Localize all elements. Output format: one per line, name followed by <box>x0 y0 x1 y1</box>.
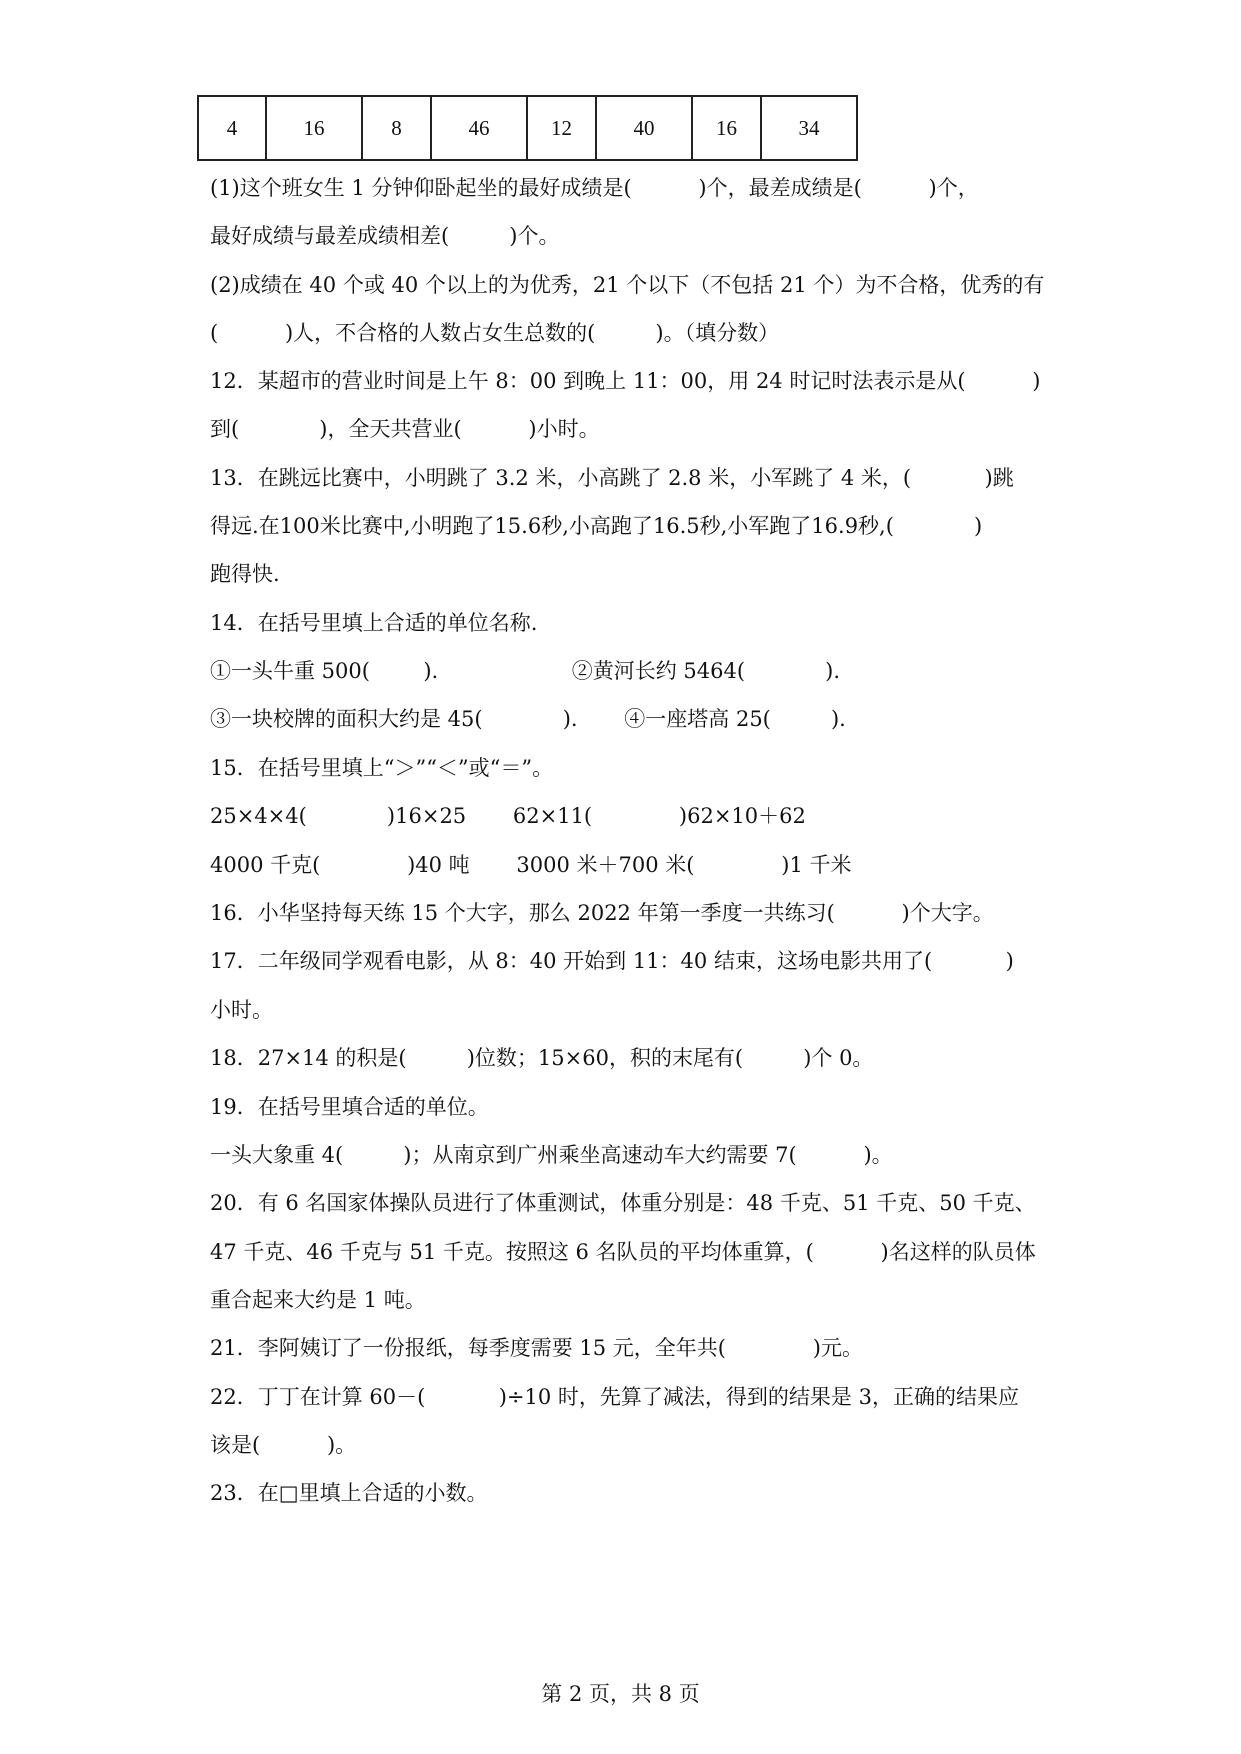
q17-line1: 17．二年级同学观看电影，从 8：40 开始到 11：40 结束，这场电影共用了( ) <box>210 949 1014 973</box>
q20-line2: 47 千克、46 千克与 51 千克。按照这 6 名队员的平均体重算，( )名这样的队员体 <box>210 1240 1036 1264</box>
q14-items-3-4: ③一块校牌的面积大约是 45( ). ④一座塔高 25( ). <box>210 707 846 731</box>
q13-line2: 得远.在100米比赛中,小明跑了15.6秒,小高跑了16.5秒,小军跑了16.9秒,( ) <box>210 514 983 538</box>
table-cell: 34 <box>761 96 857 160</box>
q11-part1-line1: (1)这个班女生 1 分钟仰卧起坐的最好成绩是( )个，最差成绩是( )个， <box>210 176 979 200</box>
scores-table <box>197 95 858 161</box>
table-cell: 12 <box>527 96 596 160</box>
q20-line3: 重合起来大约是 1 吨。 <box>210 1288 426 1312</box>
q22-line2: 该是( )。 <box>210 1433 357 1457</box>
q14-items-1-2: ①一头牛重 500( ). ②黄河长约 5464( ). <box>210 659 841 683</box>
q23-line: 23．在□里填上合适的小数。 <box>210 1481 488 1505</box>
q13-line3: 跑得快. <box>210 562 280 586</box>
q13-line1: 13．在跳远比赛中，小明跳了 3.2 米，小高跳了 2.8 米，小军跳了 4 米，( )跳 <box>210 466 1014 490</box>
table-cell: 46 <box>431 96 527 160</box>
q20-line1: 20．有 6 名国家体操队员进行了体重测试，体重分别是：48 千克、51 千克、50 千克、 <box>210 1191 1036 1215</box>
table-cell: 40 <box>596 96 692 160</box>
q15-row2: 4000 千克( )40 吨 3000 米＋700 米( )1 千米 <box>210 853 852 877</box>
page-footer: 第 2 页，共 8 页 <box>541 1682 700 1706</box>
table-cell: 16 <box>692 96 761 160</box>
q22-line1: 22．丁丁在计算 60－( )÷10 时，先算了减法，得到的结果是 3，正确的结果应 <box>210 1385 1019 1409</box>
q15-row1: 25×4×4( )16×25 62×11( )62×10＋62 <box>210 804 806 828</box>
q11-part1-line2: 最好成绩与最差成绩相差( )个。 <box>210 224 560 248</box>
q12-line2: 到( )，全天共营业( )小时。 <box>210 417 600 441</box>
q17-line2: 小时。 <box>210 998 273 1022</box>
q16-line: 16．小华坚持每天练 15 个大字，那么 2022 年第一季度一共练习( )个大字。 <box>210 901 994 925</box>
q21-line: 21．李阿姨订了一份报纸，每季度需要 15 元，全年共( )元。 <box>210 1336 863 1360</box>
table-row <box>198 96 857 160</box>
table-cell: 16 <box>266 96 362 160</box>
q19-line: 一头大象重 4( )；从南京到广州乘坐高速动车大约需要 7( )。 <box>210 1143 893 1167</box>
table-cell: 8 <box>362 96 431 160</box>
q12-line1: 12．某超市的营业时间是上午 8：00 到晚上 11：00，用 24 时记时法表示是从( ) <box>210 369 1041 393</box>
q11-part2-line1: (2)成绩在 40 个或 40 个以上的为优秀，21 个以下（不包括 21 个）为不合格，优秀的有 <box>210 273 1045 297</box>
q11-part2-line2: ( )人，不合格的人数占女生总数的( )。（填分数） <box>210 321 780 345</box>
q15-title: 15．在括号里填上“＞”“＜”或“＝”。 <box>210 756 554 780</box>
q18-line: 18．27×14 的积是( )位数；15×60，积的末尾有( )个 0。 <box>210 1046 874 1070</box>
q19-title: 19．在括号里填合适的单位。 <box>210 1095 489 1119</box>
q14-title: 14．在括号里填上合适的单位名称. <box>210 611 538 635</box>
table-cell: 4 <box>198 96 266 160</box>
